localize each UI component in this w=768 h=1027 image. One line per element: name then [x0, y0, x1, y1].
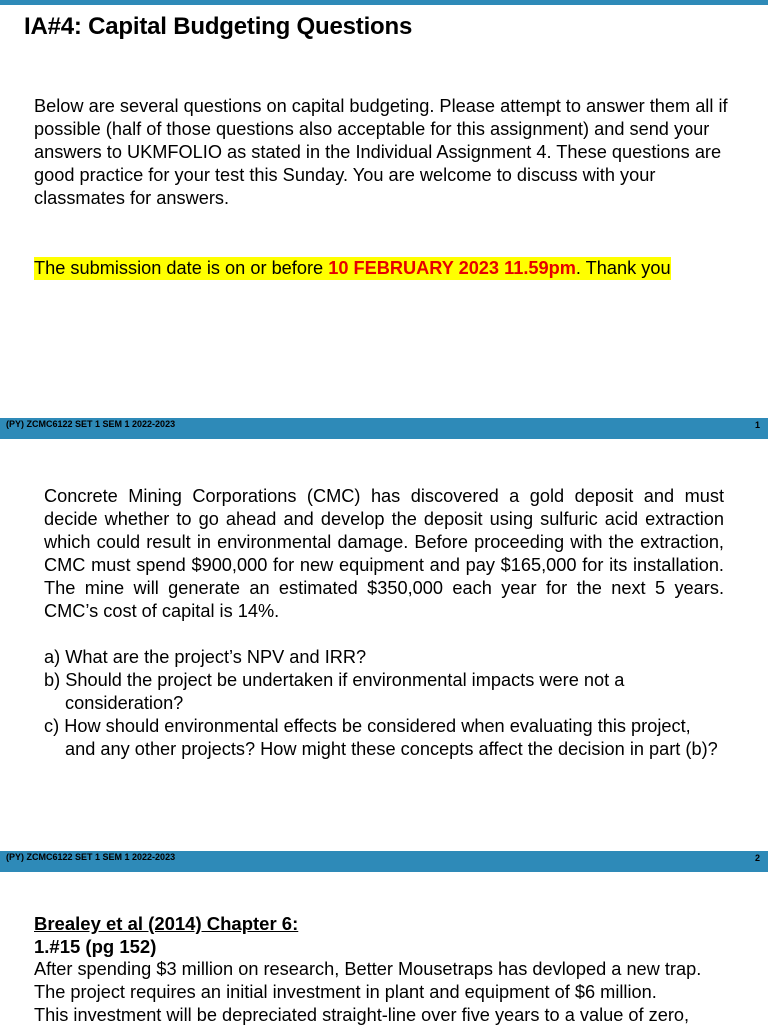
footer-course-code: (PY) ZCMC6122 SET 1 SEM 1 2022-2023: [6, 852, 176, 862]
submission-deadline: 10 FEBRUARY 2023 11.59pm: [328, 258, 576, 278]
case-paragraph: Concrete Mining Corporations (CMC) has discovered a gold deposit and must decide whether to go ahead and develop the deposit using sulfuric acid extraction which could result in environmental damage. Before proceeding with the extraction, CMC must spend $900,000 for new equipment and pay $165,000 for its installation. The mine will generate an estimated $350,000 each year for the next 5 years. CMC’s cost of capital is 14%.: [44, 486, 724, 621]
page-title: IA#4: Capital Budgeting Questions: [24, 13, 413, 40]
question-list: [44, 646, 724, 761]
question-number: 1.#15 (pg 152): [34, 936, 157, 957]
intro-paragraph: Below are several questions on capital budgeting. Please attempt to answer them all if possible (half of those questions also acceptable for this assignment) and send your answers to UKMFOLIO as stated in the Individual Assignment 4. These questions are good practice for your test this Sunday. You are welcome to discuss with your classmates for answers.: [34, 96, 728, 208]
page-number: 2: [754, 853, 760, 863]
problem-line: This investment will be depreciated straight-line over five years to a value of zero,: [34, 1005, 690, 1025]
problem-line: After spending $3 million on research, Better Mousetraps has devloped a new trap.: [34, 959, 702, 979]
notice-suffix: . Thank you: [575, 258, 671, 278]
submission-notice: [34, 257, 671, 280]
reference-heading: Brealey et al (2014) Chapter 6:: [34, 913, 299, 934]
slide-footer-2: [0, 851, 768, 872]
notice-prefix: The submission date is on or before: [34, 258, 329, 278]
question-item: b) Should the project be undertaken if environmental impacts were not a consideration?: [44, 670, 625, 713]
question-item: c) How should environmental effects be considered when evaluating this project, and any other projects? How might these concepts affect the decision in part (b)?: [44, 716, 718, 759]
problem-line: The project requires an initial investment in plant and equipment of $6 million.: [34, 982, 657, 1002]
footer-course-code: (PY) ZCMC6122 SET 1 SEM 1 2022-2023: [6, 419, 176, 429]
top-accent-bar: [0, 0, 768, 5]
problem-text: [34, 958, 754, 1027]
slide-footer-1: [0, 418, 768, 439]
question-item: a) What are the project’s NPV and IRR?: [44, 647, 367, 667]
page-number: 1: [754, 420, 760, 430]
